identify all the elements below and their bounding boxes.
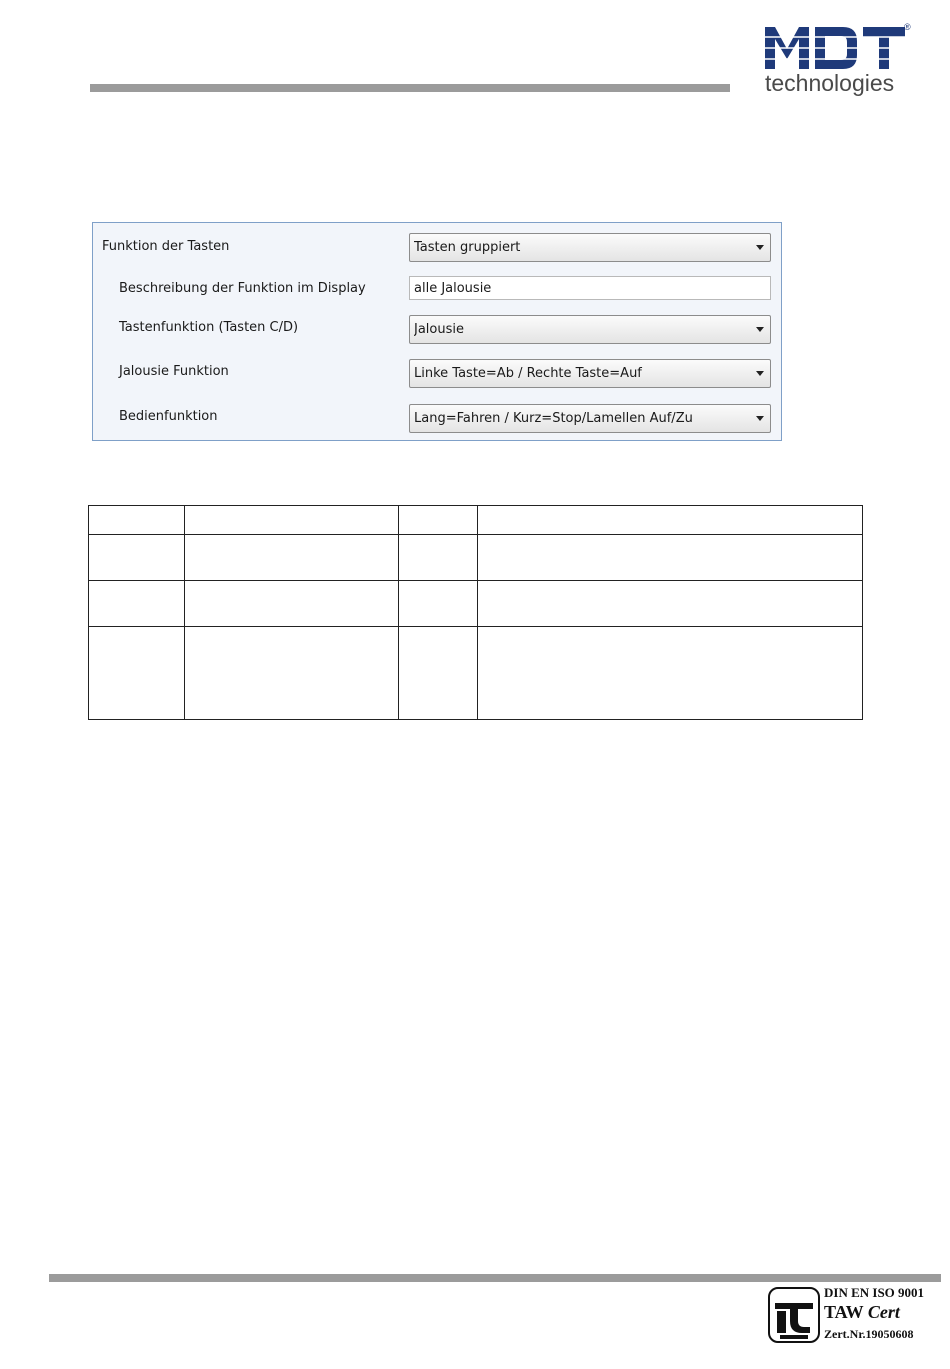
- tastenfunktion-select[interactable]: [409, 315, 771, 344]
- param-label: Funktion der Tasten: [102, 239, 230, 254]
- parameter-panel: [92, 222, 782, 441]
- chevron-down-icon: [756, 371, 764, 376]
- table-row: [89, 535, 863, 581]
- table-cell: [184, 506, 398, 535]
- select-value: Lang=Fahren / Kurz=Stop/Lamellen Auf/Zu: [414, 411, 693, 426]
- select-value: Jalousie: [414, 322, 464, 337]
- table-cell: [478, 627, 863, 720]
- select-value: Tasten gruppiert: [414, 240, 521, 255]
- funktion-der-tasten-select[interactable]: [409, 233, 771, 262]
- cert-name: [824, 1302, 900, 1323]
- cert-number: Zert.Nr.19050608: [824, 1327, 914, 1341]
- certification-stamp: [768, 1285, 940, 1345]
- bedienfunktion-select[interactable]: [409, 404, 771, 433]
- table-cell: [184, 535, 398, 581]
- beschreibung-input[interactable]: alle Jalousie: [409, 276, 771, 300]
- table-row: [89, 581, 863, 627]
- param-row-tastenfunktion: [93, 315, 781, 345]
- mdt-logo: [762, 22, 912, 102]
- param-row-funktion-der-tasten: [93, 233, 781, 263]
- jalousie-funktion-select[interactable]: [409, 359, 771, 388]
- table-cell: [478, 506, 863, 535]
- param-label: Beschreibung der Funktion im Display: [119, 281, 366, 296]
- table-cell: [398, 506, 478, 535]
- table-cell: [478, 535, 863, 581]
- chevron-down-icon: [756, 245, 764, 250]
- cert-name-cert: Cert: [867, 1302, 900, 1322]
- param-row-bedienfunktion: [93, 404, 781, 434]
- cert-standard: DIN EN ISO 9001: [824, 1285, 925, 1300]
- table-cell: [184, 581, 398, 627]
- info-table: [88, 505, 863, 720]
- table-cell: [89, 581, 185, 627]
- param-row-beschreibung: [93, 276, 781, 306]
- select-value: Linke Taste=Ab / Rechte Taste=Auf: [414, 366, 642, 381]
- taw-cert-logo-icon: [768, 1287, 820, 1343]
- cert-name-taw: TAW: [824, 1302, 868, 1322]
- logo-subtitle: technologies: [765, 70, 895, 96]
- table-cell: [89, 627, 185, 720]
- param-label: Tastenfunktion (Tasten C/D): [119, 320, 299, 335]
- table-cell: [89, 535, 185, 581]
- mdt-logo-mark: [765, 25, 905, 71]
- table-row: [89, 506, 863, 535]
- table-cell: [398, 627, 478, 720]
- table-cell: [398, 535, 478, 581]
- chevron-down-icon: [756, 416, 764, 421]
- header-rule: [90, 84, 730, 92]
- table-row: [89, 627, 863, 720]
- chevron-down-icon: [756, 327, 764, 332]
- table-cell: [398, 581, 478, 627]
- table-cell: [89, 506, 185, 535]
- param-label: Jalousie Funktion: [119, 364, 229, 379]
- table-cell: [478, 581, 863, 627]
- param-label: Bedienfunktion: [119, 409, 218, 424]
- registered-mark: ®: [904, 22, 911, 32]
- table-cell: [184, 627, 398, 720]
- footer-rule: [49, 1274, 941, 1282]
- param-row-jalousie-funktion: [93, 359, 781, 389]
